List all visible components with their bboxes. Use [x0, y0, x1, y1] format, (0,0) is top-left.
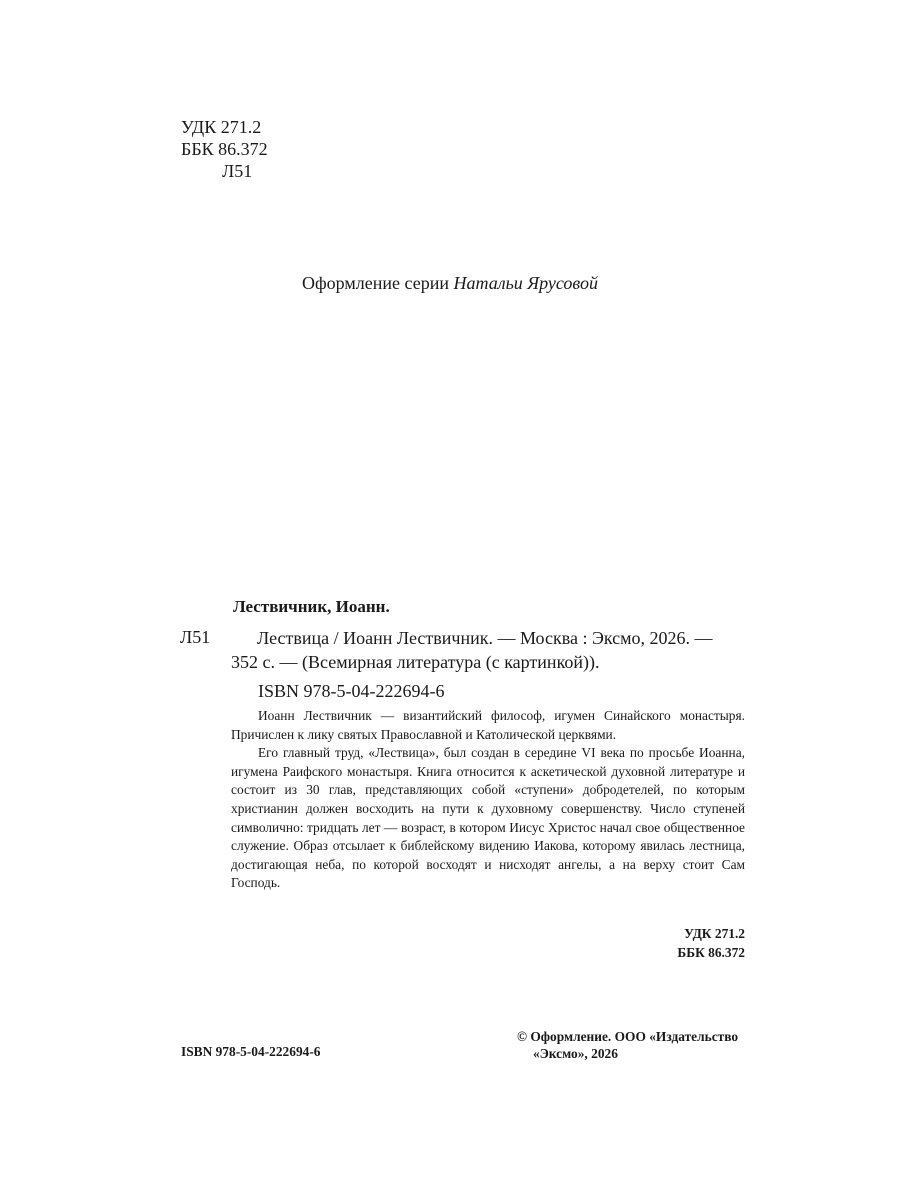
annotation-paragraph: Иоанн Лествичник — византийский философ, игумен Синайского монастыря. Причислен к лику святых Православной и Католической церквями.	[231, 708, 745, 742]
isbn-record: ISBN 978-5-04-222694-6	[258, 681, 445, 701]
bbk-code: ББК 86.372	[677, 945, 745, 960]
author-heading: Лествичник, Иоанн.	[233, 597, 390, 616]
series-design-prefix: Оформление серии	[302, 273, 454, 293]
bbk-code: ББК 86.372	[181, 139, 268, 159]
udk-code: УДК 271.2	[684, 926, 745, 941]
annotation-paragraph: Его главный труд, «Лествица», был создан в середине VI века по просьбе Иоанна, игумена Раифского монастыря. Книга относится к аскетической духовной литературе и состоит из 30 глав, представляющих собой «ступени» добродетелей, по которым христианин должен восходить на пути к духовному совершенству. Число ступеней символично: тридцать лет — возраст, в котором Иисус Христос начал свое общественное служение. Образ отсылает к библейскому видению Иакова, которому явилась лестница, достигающая неба, по которой восходят и нисходят ангелы, а на верху стоит Сам Господь.	[231, 745, 745, 891]
bibliographic-record	[231, 626, 759, 674]
author-mark-side: Л51	[180, 627, 211, 647]
classification-codes-top	[181, 116, 268, 182]
series-designer-name: Натальи Ярусовой	[453, 273, 598, 293]
copyright-notice	[517, 1028, 757, 1062]
udk-code: УДК 271.2	[181, 117, 262, 137]
isbn-footer: ISBN 978-5-04-222694-6	[181, 1044, 321, 1059]
copyright-line-2: «Эксмо», 2026	[533, 1046, 618, 1061]
annotation	[231, 707, 745, 893]
bibliographic-line-2: 352 с. — (Всемирная литература (с картинкой)).	[231, 652, 600, 672]
author-mark: Л51	[222, 161, 253, 181]
series-design-credit	[0, 271, 900, 295]
bibliographic-line-1: Лествица / Иоанн Лествичник. — Москва : Эксмо, 2026. —	[257, 628, 713, 648]
copyright-line-1: © Оформление. ООО «Издательство	[517, 1029, 739, 1044]
classification-codes-bottom	[677, 924, 745, 962]
